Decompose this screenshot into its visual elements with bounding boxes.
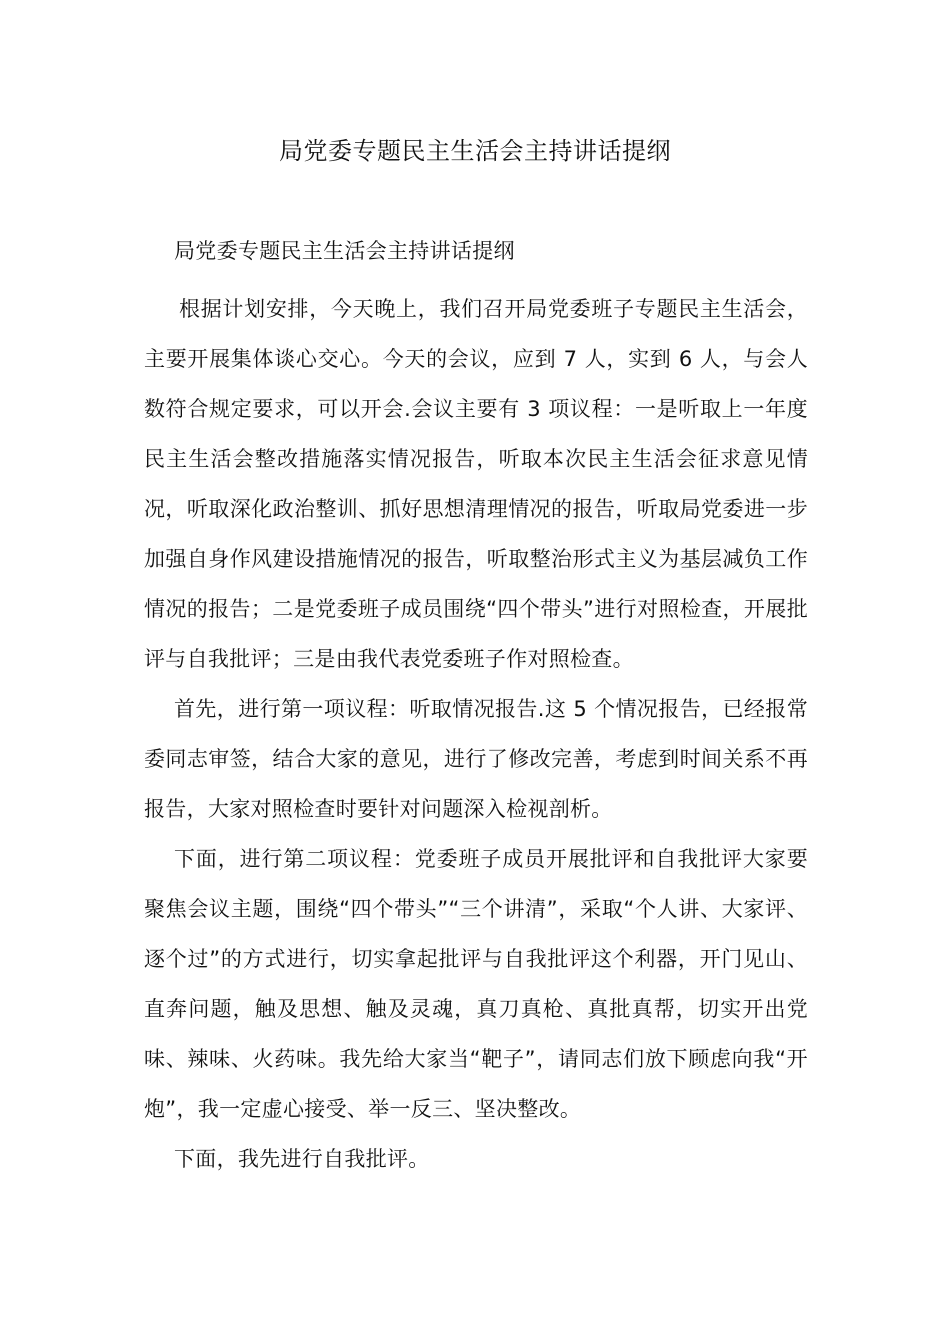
document-body — [144, 226, 808, 1184]
opening-paragraph: 根据计划安排，今天晚上，我们召开局党委班子专题民主生活会，主要开展集体谈心交心。今天的会议，应到 7 人，实到 6 人，与会人数符合规定要求，可以开会.会议主要有 3 项议程：一是听取上一年度民主生活会整改措施落实情况报告，听取本次民主生活会征求意见情况，听取深化政治整训、抓好思想清理情况的报告，听取局党委进一步加强自身作风建设措施情况的报告，听取整治形式主义为基层减负工作情况的报告；二是党委班子成员围绕“四个带头”进行对照检查，开展批评与自我批评；三是由我代表党委班子作对照检查。 — [144, 297, 808, 671]
document-title: 局党委专题民主生活会主持讲话提纲 — [279, 137, 671, 165]
second-agenda-paragraph: 下面，进行第二项议程：党委班子成员开展批评和自我批评大家要聚焦会议主题，围绕“四个带头”“三个讲清”，采取“个人讲、大家评、逐个过”的方式进行，切实拿起批评与自我批评这个利器，开门见山、直奔问题，触及思想、触及灵魂，真刀真枪、真批真帮，切实开出党味、辣味、火药味。我先给大家当“靶子”，请同志们放下顾虑向我“开炮”，我一定虚心接受、举一反三、坚决整改。 — [144, 847, 808, 1121]
body-subtitle-paragraph: 局党委专题民主生活会主持讲话提纲 — [174, 239, 515, 263]
self-criticism-paragraph: 下面，我先进行自我批评。 — [174, 1147, 430, 1171]
first-agenda-paragraph: 首先，进行第一项议程：听取情况报告.这 5 个情况报告，已经报常委同志审签，结合大家的意见，进行了修改完善，考虑到时间关系不再报告，大家对照检查时要针对问题深入检视剖析。 — [144, 697, 808, 821]
